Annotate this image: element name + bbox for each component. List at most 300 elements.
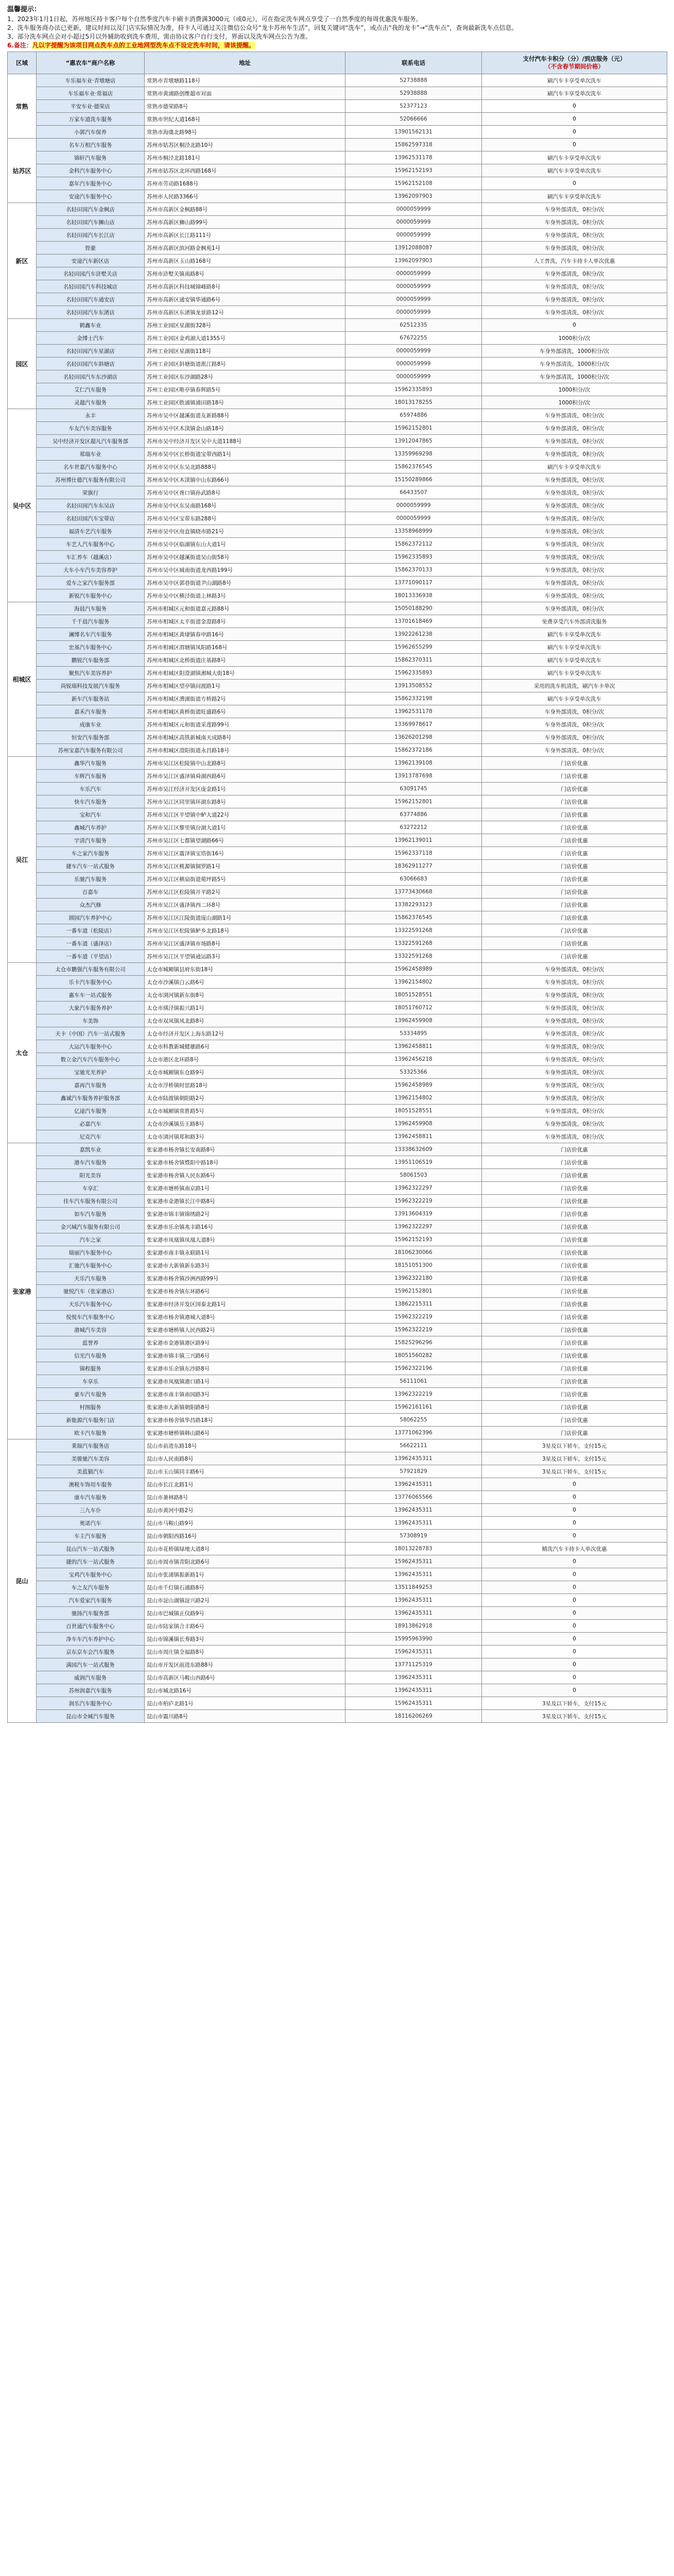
phone-cell: 13322591268 xyxy=(345,950,482,963)
region-cell: 姑苏区 xyxy=(8,139,37,203)
region-cell: 太仓 xyxy=(8,963,37,1143)
phone-cell: 15825296296 xyxy=(345,1336,482,1349)
merchant-name-cell: 名轻田园汽车斜塘店 xyxy=(37,358,145,370)
phone-cell: 15962335893 xyxy=(345,383,482,396)
address-cell: 苏州市吴中区宝带东路288号 xyxy=(145,512,345,525)
table-row xyxy=(8,1156,667,1169)
address-cell: 苏州市吴中区长桥街道宝带西路1号 xyxy=(145,448,345,461)
table-row xyxy=(8,512,667,525)
note-line: 1、2023年1月1日起，苏州地区持卡客户每个自然季度汽车卡刷卡消费满3000元（或0元），可在指定洗车网点享受了一自然季度的每周优惠洗车服务。 xyxy=(7,15,422,23)
promo-cell: 0 xyxy=(482,100,667,113)
address-cell: 苏州市吴江区松陵镇开平路2号 xyxy=(145,886,345,899)
phone-cell: 13382293123 xyxy=(345,899,482,911)
merchant-name-cell: 乐卡汽车服务中心 xyxy=(37,976,145,989)
merchant-name-cell: 名车万相汽车服务 xyxy=(37,139,145,151)
promo-cell: 门店价优惠 xyxy=(482,860,667,873)
promo-cell: 车身外部清洗，0积分/次 xyxy=(482,203,667,216)
address-cell: 苏州市浒墅关镇南路8号 xyxy=(145,267,345,280)
phone-cell: 13962456218 xyxy=(345,1053,482,1066)
table-row xyxy=(8,1311,667,1324)
phone-cell: 15862597318 xyxy=(345,139,482,151)
table-row xyxy=(8,396,667,409)
merchant-name-cell: 车乐福车业·青墩塘店 xyxy=(37,74,145,87)
merchant-name-cell: 宝和汽车 xyxy=(37,808,145,821)
table-row xyxy=(8,409,667,422)
phone-cell: 0000059999 xyxy=(345,370,482,383)
phone-cell: 18106230066 xyxy=(345,1246,482,1259)
merchant-name-cell: 港车汽车服务 xyxy=(37,1156,145,1169)
table-row xyxy=(8,1388,667,1401)
merchant-name-cell: 汇驰汽车服务中心 xyxy=(37,1259,145,1272)
merchant-name-cell: 金科汽车服务中心 xyxy=(37,164,145,177)
table-row xyxy=(8,795,667,808)
merchant-name-cell: 名轻田园汽车金枫店 xyxy=(37,203,145,216)
table-row xyxy=(8,190,667,203)
phone-cell: 15962152801 xyxy=(345,795,482,808)
promo-cell: 刷汽车卡享受单次洗车 xyxy=(482,641,667,654)
address-cell: 苏州市高新区长江路111号 xyxy=(145,229,345,242)
address-cell: 常熟市海虞北路98号 xyxy=(145,126,345,139)
address-cell: 张家港市凤凰镇凤凰大道8号 xyxy=(145,1233,345,1246)
address-cell: 张家港市乐余镇东沙路8号 xyxy=(145,1362,345,1375)
table-row xyxy=(8,1478,667,1491)
table-row xyxy=(8,680,667,692)
promo-cell: 车身外部清洗，0积分/次 xyxy=(482,525,667,538)
address-cell: 太仓市浏河镇新东街8号 xyxy=(145,989,345,1002)
merchant-name-cell: 百嘉车 xyxy=(37,886,145,899)
phone-cell: 18051528551 xyxy=(345,989,482,1002)
table-row xyxy=(8,229,667,242)
address-cell: 张家港市大新镇新东路3号 xyxy=(145,1259,345,1272)
promo-cell: 0 xyxy=(482,113,667,126)
phone-cell: 13962459908 xyxy=(345,1117,482,1130)
address-cell: 苏州市吴中区越溪街道吴山街58号 xyxy=(145,551,345,564)
address-cell: 昆山市城北路16号 xyxy=(145,1684,345,1697)
promo-cell: 0 xyxy=(482,1491,667,1504)
merchant-name-cell: 鹤鑫车业 xyxy=(37,319,145,332)
merchant-name-cell: 昆山市全城汽车服务 xyxy=(37,1710,145,1723)
phone-cell: 15862370133 xyxy=(345,564,482,577)
address-cell: 苏州市姑苏区桐泾北路10号 xyxy=(145,139,345,151)
phone-cell: 15962152193 xyxy=(345,1233,482,1246)
table-row xyxy=(8,1130,667,1143)
promo-cell: 刷汽车卡享受单次洗车 xyxy=(482,74,667,87)
phone-cell: 57921829 xyxy=(345,1465,482,1478)
phone-cell: 0000059999 xyxy=(345,358,482,370)
table-row xyxy=(8,1362,667,1375)
promo-cell: 车身外部清洗，0积分/次 xyxy=(482,409,667,422)
address-cell: 太仓市沙溪镇岳王路8号 xyxy=(145,1117,345,1130)
address-cell: 苏州市人民路3366号 xyxy=(145,190,345,203)
table-row xyxy=(8,100,667,113)
table-row xyxy=(8,834,667,847)
promo-cell: 刷汽车卡享受单次洗车 xyxy=(482,164,667,177)
merchant-name-cell: 吴中经济开发区超凡汽车服务部 xyxy=(37,435,145,448)
address-cell: 苏州市桐泾北路181号 xyxy=(145,151,345,164)
promo-cell: 刷汽车卡享受单次洗车 xyxy=(482,190,667,203)
merchant-name-cell: 润乐汽车服务中心 xyxy=(37,1697,145,1710)
merchant-name-cell: 名车世嘉汽车服务中心 xyxy=(37,461,145,473)
address-cell: 昆山市人民南路8号 xyxy=(145,1452,345,1465)
address-cell: 苏州工业园区唯亭镇春辉路5号 xyxy=(145,383,345,396)
phone-cell: 13962435311 xyxy=(345,1517,482,1530)
table-row xyxy=(8,667,667,680)
phone-cell: 15962152801 xyxy=(345,422,482,435)
region-cell: 常熟 xyxy=(8,74,37,139)
promo-cell: 0 xyxy=(482,1646,667,1658)
phone-cell: 53334895 xyxy=(345,1027,482,1040)
phone-cell: 56111061 xyxy=(345,1375,482,1388)
phone-cell: 13962435311 xyxy=(345,1607,482,1620)
table-row xyxy=(8,345,667,358)
phone-cell: 15862376545 xyxy=(345,911,482,924)
address-cell: 苏州工业园区星湖街328号 xyxy=(145,319,345,332)
region-cell: 相城区 xyxy=(8,602,37,757)
address-cell: 苏州市吴江区平望镇中鲈大道22号 xyxy=(145,808,345,821)
phone-cell: 13358968999 xyxy=(345,525,482,538)
address-cell: 苏州市相城区渭塘镇凤阳路168号 xyxy=(145,641,345,654)
phone-cell: 0000059999 xyxy=(345,216,482,229)
merchant-name-cell: 恒安汽车服务部 xyxy=(37,731,145,744)
merchant-name-cell: 名轻田园汽车东吴店 xyxy=(37,499,145,512)
merchant-name-cell: 鑫诚汽车服务养护服务部 xyxy=(37,1092,145,1105)
promo-cell: 车身外部清洗，0积分/次 xyxy=(482,1027,667,1040)
address-cell: 昆山市千灯镇石浦路8号 xyxy=(145,1581,345,1594)
promo-cell: 车身外部清洗，0积分/次 xyxy=(482,1040,667,1053)
table-row xyxy=(8,293,667,306)
address-cell: 昆山市花桥镇绿地大道8号 xyxy=(145,1543,345,1555)
address-cell: 昆山市前进东路18号 xyxy=(145,1439,345,1452)
merchant-name-cell: 宇清汽车服务 xyxy=(37,834,145,847)
phone-cell: 65974886 xyxy=(345,409,482,422)
merchant-name-cell: 三九车仆 xyxy=(37,1504,145,1517)
promo-cell: 0 xyxy=(482,319,667,332)
phone-cell: 15050188290 xyxy=(345,602,482,615)
promo-cell: 门店价优惠 xyxy=(482,783,667,795)
table-row xyxy=(8,744,667,757)
table-row xyxy=(8,332,667,345)
merchant-name-cell: 新能源汽车服务门店 xyxy=(37,1414,145,1427)
phone-cell: 52738888 xyxy=(345,74,482,87)
phone-cell: 13359969298 xyxy=(345,448,482,461)
phone-cell: 13962458811 xyxy=(345,1130,482,1143)
phone-cell: 15962435311 xyxy=(345,1555,482,1568)
merchant-name-cell: 瑞丽汽车服务中心 xyxy=(37,1246,145,1259)
phone-cell: 52938888 xyxy=(345,87,482,100)
address-cell: 苏州市相城区高铁新城南天成路8号 xyxy=(145,731,345,744)
promo-cell: 0 xyxy=(482,177,667,190)
promo-cell: 门店价优惠 xyxy=(482,1414,667,1427)
table-row xyxy=(8,1040,667,1053)
merchant-name-cell: 金兴城汽车服务有限公司 xyxy=(37,1221,145,1233)
merchant-name-cell: 名轻田园汽车宝带店 xyxy=(37,512,145,525)
table-row xyxy=(8,615,667,628)
table-row xyxy=(8,1259,667,1272)
promo-cell: 门店价优惠 xyxy=(482,1388,667,1401)
merchant-name-cell: 车汇养车（越溪店） xyxy=(37,551,145,564)
table-row xyxy=(8,886,667,899)
address-cell: 苏州市高新区东渚镇龙景路12号 xyxy=(145,306,345,319)
merchant-name-cell: 嘉凯车业 xyxy=(37,1143,145,1156)
address-cell: 张家港市杨舍镇沙洲西路99号 xyxy=(145,1272,345,1285)
merchant-name-cell: 新锐汽车服务中心 xyxy=(37,589,145,602)
phone-cell: 13338632609 xyxy=(345,1143,482,1156)
merchant-name-cell: 豪车汽车服务 xyxy=(37,1388,145,1401)
address-cell: 太仓市港区北环路8号 xyxy=(145,1053,345,1066)
promo-cell: 车身外部清洗，0积分/次 xyxy=(482,306,667,319)
merchant-name-cell: 名轻田园汽车科技城店 xyxy=(37,280,145,293)
promo-cell: 门店价优惠 xyxy=(482,795,667,808)
promo-cell: 3星及以下轿车，支付15元 xyxy=(482,1710,667,1723)
promo-cell: 门店价优惠 xyxy=(482,1324,667,1336)
address-cell: 苏州市高新区滨河路金枫苑1号 xyxy=(145,242,345,255)
phone-cell: 13962154802 xyxy=(345,976,482,989)
table-row xyxy=(8,319,667,332)
phone-cell: 18051760712 xyxy=(345,1002,482,1014)
merchant-table xyxy=(7,52,667,1723)
table-row xyxy=(8,1182,667,1195)
address-cell: 苏州市吴江区震泽镇宝塔街16号 xyxy=(145,847,345,860)
promo-cell: 0 xyxy=(482,1581,667,1594)
merchant-name-cell: 村图服务 xyxy=(37,1401,145,1414)
phone-cell: 15962322219 xyxy=(345,1324,482,1336)
merchant-name-cell: 数立金汽车汽车服务中心 xyxy=(37,1053,145,1066)
address-cell: 昆山市萧林路8号 xyxy=(145,1491,345,1504)
phone-cell: 13913787698 xyxy=(345,770,482,783)
header-promo-subtitle: （不含春节期间价格） xyxy=(545,63,604,70)
merchant-name-cell: 莱瑞汽车服务店 xyxy=(37,1439,145,1452)
address-cell: 苏州市吴中经济开发区吴中大道1188号 xyxy=(145,435,345,448)
promo-cell: 门店价优惠 xyxy=(482,1156,667,1169)
promo-cell: 车身外部清洗，0积分/次 xyxy=(482,976,667,989)
phone-cell: 15862370311 xyxy=(345,654,482,667)
merchant-name-cell: 蓝誉养 xyxy=(37,1336,145,1349)
phone-cell: 18116206269 xyxy=(345,1710,482,1723)
promo-cell: 0 xyxy=(482,139,667,151)
table-row xyxy=(8,641,667,654)
table-row xyxy=(8,1246,667,1259)
phone-cell: 62512335 xyxy=(345,319,482,332)
merchant-name-cell: 一番车道（平望店） xyxy=(37,950,145,963)
phone-cell: 13962154802 xyxy=(345,1092,482,1105)
phone-cell: 13771090117 xyxy=(345,577,482,589)
phone-cell: 13962097903 xyxy=(345,255,482,267)
promo-cell: 0 xyxy=(482,1530,667,1543)
warning-line xyxy=(7,41,667,50)
address-cell: 太仓市城厢镇东仓路9号 xyxy=(145,1066,345,1079)
promo-cell: 门店价优惠 xyxy=(482,937,667,950)
phone-cell: 13962435311 xyxy=(345,1594,482,1607)
promo-cell: 门店价优惠 xyxy=(482,950,667,963)
address-cell: 常熟市黄浦路创维超市对面 xyxy=(145,87,345,100)
address-cell: 太仓市沙溪镇白云路6号 xyxy=(145,976,345,989)
phone-cell: 0000059999 xyxy=(345,345,482,358)
address-cell: 张家港市杨舍镇暨阳中路18号 xyxy=(145,1156,345,1169)
merchant-name-cell: 名轻田园汽车长江店 xyxy=(37,229,145,242)
table-row xyxy=(8,705,667,718)
phone-cell: 18051560282 xyxy=(345,1349,482,1362)
table-row xyxy=(8,370,667,383)
promo-cell: 刷汽车卡享受单次洗车 xyxy=(482,87,667,100)
promo-cell: 门店价优惠 xyxy=(482,770,667,783)
promo-cell: 门店价优惠 xyxy=(482,1182,667,1195)
phone-cell: 13912088087 xyxy=(345,242,482,255)
merchant-name-cell: 悦悦车汽车服务中心 xyxy=(37,1311,145,1324)
table-row xyxy=(8,564,667,577)
phone-cell: 13322591268 xyxy=(345,924,482,937)
table-row xyxy=(8,577,667,589)
merchant-name-cell: 名轻田园汽车浒墅关店 xyxy=(37,267,145,280)
table-row xyxy=(8,1117,667,1130)
merchant-name-cell: 亿途汽车服务 xyxy=(37,1105,145,1117)
address-cell: 太仓市科教新城健雄路6号 xyxy=(145,1040,345,1053)
promo-cell: 0 xyxy=(482,1504,667,1517)
table-row xyxy=(8,306,667,319)
merchant-name-cell: 锦程服务 xyxy=(37,1362,145,1375)
table-row xyxy=(8,448,667,461)
address-cell: 苏州工业园区斜塘街道淞江路8号 xyxy=(145,358,345,370)
merchant-name-cell: 如车汽车服务 xyxy=(37,1208,145,1221)
address-cell: 张家港市塘桥镇人民西路2号 xyxy=(145,1324,345,1336)
table-row xyxy=(8,1143,667,1156)
merchant-name-cell: 安途汽车新区店 xyxy=(37,255,145,267)
table-row xyxy=(8,937,667,950)
address-cell: 昆山市锦溪镇长寿路3号 xyxy=(145,1633,345,1646)
table-body xyxy=(8,74,667,1723)
promo-cell: 门店价优惠 xyxy=(482,1298,667,1311)
promo-cell: 0 xyxy=(482,1684,667,1697)
table-row xyxy=(8,551,667,564)
merchant-name-cell: 小郭汽车保养 xyxy=(37,126,145,139)
table-row xyxy=(8,1581,667,1594)
promo-cell: 0 xyxy=(482,1594,667,1607)
merchant-name-cell: 奥诺汽车 xyxy=(37,1517,145,1530)
address-cell: 张家港市南丰镇南园路3号 xyxy=(145,1388,345,1401)
table-row xyxy=(8,911,667,924)
table-row xyxy=(8,1195,667,1208)
promo-cell: 0 xyxy=(482,1517,667,1530)
address-cell: 苏州市吴江区盛泽镇西二环8号 xyxy=(145,899,345,911)
phone-cell: 0000059999 xyxy=(345,203,482,216)
address-cell: 张家港市杨舍镇人民东路6号 xyxy=(145,1169,345,1182)
merchant-name-cell: 宏基汽车服务中心 xyxy=(37,641,145,654)
promo-cell: 门店价优惠 xyxy=(482,1401,667,1414)
phone-cell: 52377123 xyxy=(345,100,482,113)
phone-cell: 0000059999 xyxy=(345,267,482,280)
address-cell: 张家港市塘桥镇南京路1号 xyxy=(145,1182,345,1195)
header-address: 地址 xyxy=(145,52,345,74)
merchant-name-cell: 嘉再汽车服务 xyxy=(37,1079,145,1092)
merchant-name-cell: 阳光美容 xyxy=(37,1169,145,1182)
merchant-name-cell: 澳税车饰用车服务 xyxy=(37,1478,145,1491)
promo-cell: 精洗汽车卡持卡人单次优惠 xyxy=(482,1543,667,1555)
phone-cell: 13369978617 xyxy=(345,718,482,731)
promo-cell: 车身外部清洗，0积分/次 xyxy=(482,1092,667,1105)
phone-cell: 18913862918 xyxy=(345,1620,482,1633)
table-row xyxy=(8,757,667,770)
address-cell: 苏州工业园区星湖街118号 xyxy=(145,345,345,358)
merchant-name-cell: 捷的汽车一站式服务 xyxy=(37,1555,145,1568)
promo-cell: 车身外部清洗，0积分/次 xyxy=(482,963,667,976)
phone-cell: 13913508552 xyxy=(345,680,482,692)
table-row xyxy=(8,873,667,886)
promo-cell: 0 xyxy=(482,1568,667,1581)
address-cell: 苏州市吴江区盛泽镇舜湖西路6号 xyxy=(145,770,345,783)
phone-cell: 56622111 xyxy=(345,1439,482,1452)
promo-cell: 车身外部清洗，0积分/次 xyxy=(482,731,667,744)
table-row xyxy=(8,1208,667,1221)
address-cell: 苏州市吴中区越溪街道友新路88号 xyxy=(145,409,345,422)
table-row xyxy=(8,164,667,177)
promo-cell: 门店价优惠 xyxy=(482,834,667,847)
phone-cell: 63091745 xyxy=(345,783,482,795)
table-row xyxy=(8,654,667,667)
merchant-name-cell: 成康车业 xyxy=(37,718,145,731)
address-cell: 张家港市凤凰镇港口路1号 xyxy=(145,1375,345,1388)
address-cell: 太仓市经济开发区上海东路12号 xyxy=(145,1027,345,1040)
promo-cell: 门店价优惠 xyxy=(482,924,667,937)
address-cell: 苏州市相城区黄桥街道旺盛路6号 xyxy=(145,705,345,718)
merchant-name-cell: 一番车道（松陵店） xyxy=(37,924,145,937)
table-row xyxy=(8,963,667,976)
merchant-name-cell: 美蓝猫汽车 xyxy=(37,1465,145,1478)
table-row xyxy=(8,473,667,486)
address-cell: 苏州市吴中区木渎镇中山东路66号 xyxy=(145,473,345,486)
promo-cell: 车身外部清洗，0积分/次 xyxy=(482,422,667,435)
phone-cell: 13962435311 xyxy=(345,1478,482,1491)
address-cell: 苏州工业园区胜浦镇浦田路18号 xyxy=(145,396,345,409)
merchant-name-cell: 天卡（中国）汽车一站式服务 xyxy=(37,1027,145,1040)
promo-cell: 门店价优惠 xyxy=(482,808,667,821)
phone-cell: 13701618469 xyxy=(345,615,482,628)
merchant-name-cell: 港城汽车美容 xyxy=(37,1324,145,1336)
promo-cell: 车身外部清洗，0积分/次 xyxy=(482,267,667,280)
phone-cell: 58062255 xyxy=(345,1414,482,1427)
address-cell: 张家港市金港镇港区路9号 xyxy=(145,1336,345,1349)
address-cell: 苏州市相城区太平街道金澄路8号 xyxy=(145,615,345,628)
address-cell: 苏州市吴江区黎里镇汾湖大道1号 xyxy=(145,821,345,834)
phone-cell: 0000059999 xyxy=(345,512,482,525)
promo-cell: 0 xyxy=(482,1658,667,1671)
phone-cell: 15962655299 xyxy=(345,641,482,654)
table-row xyxy=(8,1658,667,1671)
promo-cell: 车身外部清洗，0积分/次 xyxy=(482,499,667,512)
phone-cell: 63272212 xyxy=(345,821,482,834)
promo-cell: 车身外部清洗，0积分/次 xyxy=(482,1105,667,1117)
promo-cell: 采用的洗车机清洗，刷汽车卡单次 xyxy=(482,680,667,692)
address-cell: 苏州市相城区阳澄湖镇湘城大街18号 xyxy=(145,667,345,680)
promo-cell: 车身外部清洗，0积分/次 xyxy=(482,589,667,602)
address-cell: 太仓市城厢镇县府东街18号 xyxy=(145,963,345,976)
warning-prefix: 6.备注： xyxy=(7,42,32,49)
promo-cell: 门店价优惠 xyxy=(482,1427,667,1439)
promo-cell: 门店价优惠 xyxy=(482,1272,667,1285)
merchant-name-cell: 大车小车汽车美容养护 xyxy=(37,564,145,577)
table-row xyxy=(8,1014,667,1027)
phone-cell: 13962139108 xyxy=(345,757,482,770)
table-row xyxy=(8,1221,667,1233)
merchant-name-cell: 威润汽车服务 xyxy=(37,1671,145,1684)
promo-cell: 车身外部清洗，0积分/次 xyxy=(482,602,667,615)
address-cell: 昆山市开发区前进东路88号 xyxy=(145,1658,345,1671)
table-row xyxy=(8,203,667,216)
table-row xyxy=(8,525,667,538)
promo-cell: 车身外部清洗，0积分/次 xyxy=(482,280,667,293)
address-cell: 苏州市相城区澄阳街道永昌路18号 xyxy=(145,744,345,757)
promo-cell: 门店价优惠 xyxy=(482,873,667,886)
promo-cell: 1000积分/次 xyxy=(482,383,667,396)
phone-cell: 15962152193 xyxy=(345,164,482,177)
